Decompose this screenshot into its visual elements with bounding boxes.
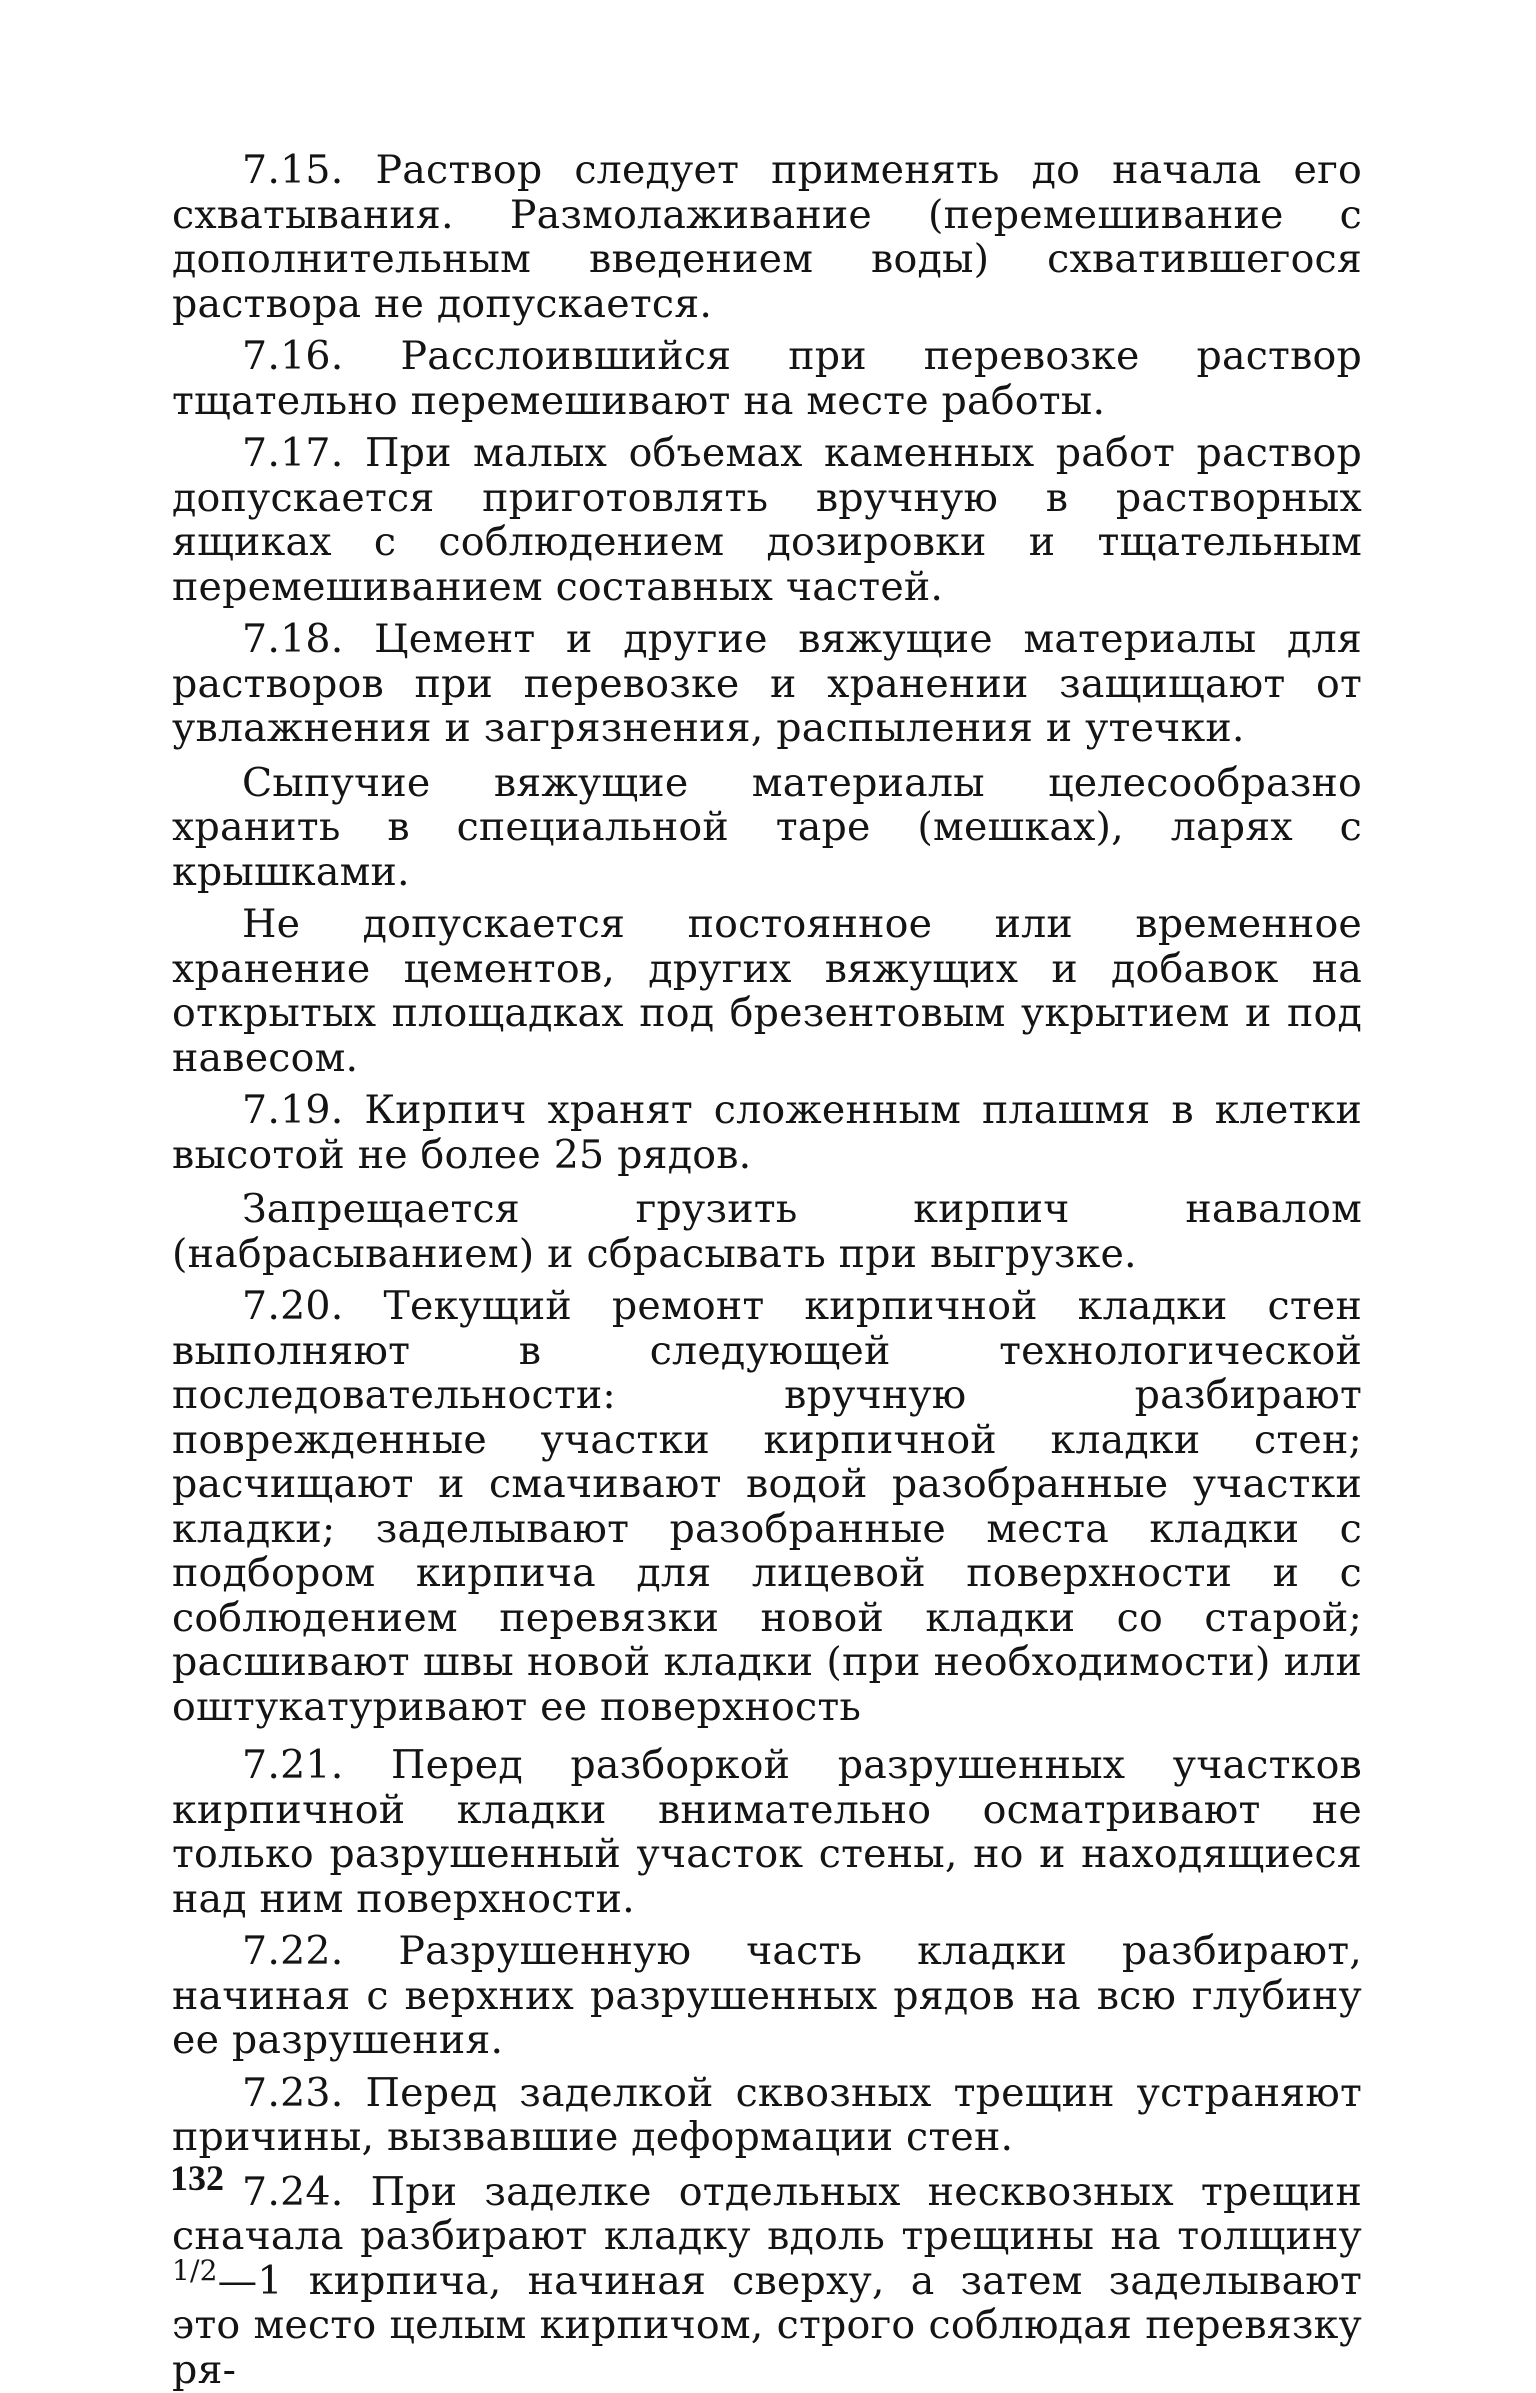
paragraph-7-24-end: —1 кирпича, начиная сверху, а затем заделывают это место целым кирпичом, строго соблюдая перевязку ря- [172,2257,1362,2393]
paragraph-bulk-binders: Сыпучие вяжущие материалы целесообразно хранить в специальной таре (мешках), ларях с крышками. [172,759,1362,895]
paragraph-7-19: 7.19. Кирпич хранят сложенным плашмя в клетки высотой не более 25 рядов. [172,1087,1362,1178]
paragraph-7-17: 7.17. При малых объемах каменных работ раствор допускается приготовлять вручную в растворных ящиках с соблюдением дозировки и тщательным перемешиванием составных частей. [172,430,1362,610]
page-number: 132 [170,2158,224,2198]
fraction-half: 1/2 [172,2253,218,2287]
paragraph-7-18: 7.18. Цемент и другие вяжущие материалы для растворов при перевозке и хранении защищают от увлажнения и загрязнения, распыления и утечки. [172,616,1362,751]
paragraph-storage-prohibition: Не допускается постоянное или временное хранение цементов, других вяжущих и добавок на открытых площадках под брезентовым укрытием и под навесом. [172,901,1362,1081]
paragraph-7-20: 7.20. Текущий ремонт кирпичной кладки стен выполняют в следующей технологической последовательности: вручную разбирают поврежденные участки кирпичной кладки стен; расчищают и смачивают водой разобранные участки кладки; заделывают разобранные места кладки с подбором кирпича для лицевой поверхности и с соблюдением перевязки новой кладки со старой; расшивают швы новой кладки (при необходимости) или оштукатуривают ее поверхность [172,1283,1362,1730]
paragraph-7-24 [172,2170,1362,2393]
paragraph-7-21: 7.21. Перед разборкой разрушенных участков кирпичной кладки внимательно осматривают не только разрушенный участок стены, но и находящиеся над ним поверхности. [172,1742,1362,1922]
paragraph-7-23: 7.23. Перед заделкой сквозных трещин устраняют причины, вызвавшие деформации стен. [172,2069,1362,2160]
paragraph-7-16: 7.16. Расслоившийся при перевозке раствор тщательно перемешивают на месте работы. [172,333,1362,424]
paragraph-7-22: 7.22. Разрушенную часть кладки разбирают, начиная с верхних разрушенных рядов на всю глубину ее разрушения. [172,1928,1362,2063]
paragraph-loading-prohibition: Запрещается грузить кирпич навалом (набрасыванием) и сбрасывать при выгрузке. [172,1186,1362,1277]
paragraph-7-24-start: 7.24. При заделке отдельных несквозных трещин сначала разбирают кладку вдоль трещины на толщину [172,2168,1362,2259]
body-text [172,148,1362,2392]
paragraph-7-15: 7.15. Раствор следует применять до начала его схватывания. Размолаживание (перемешивание с дополнительным введением воды) схватившегося раствора не допускается. [172,147,1362,327]
